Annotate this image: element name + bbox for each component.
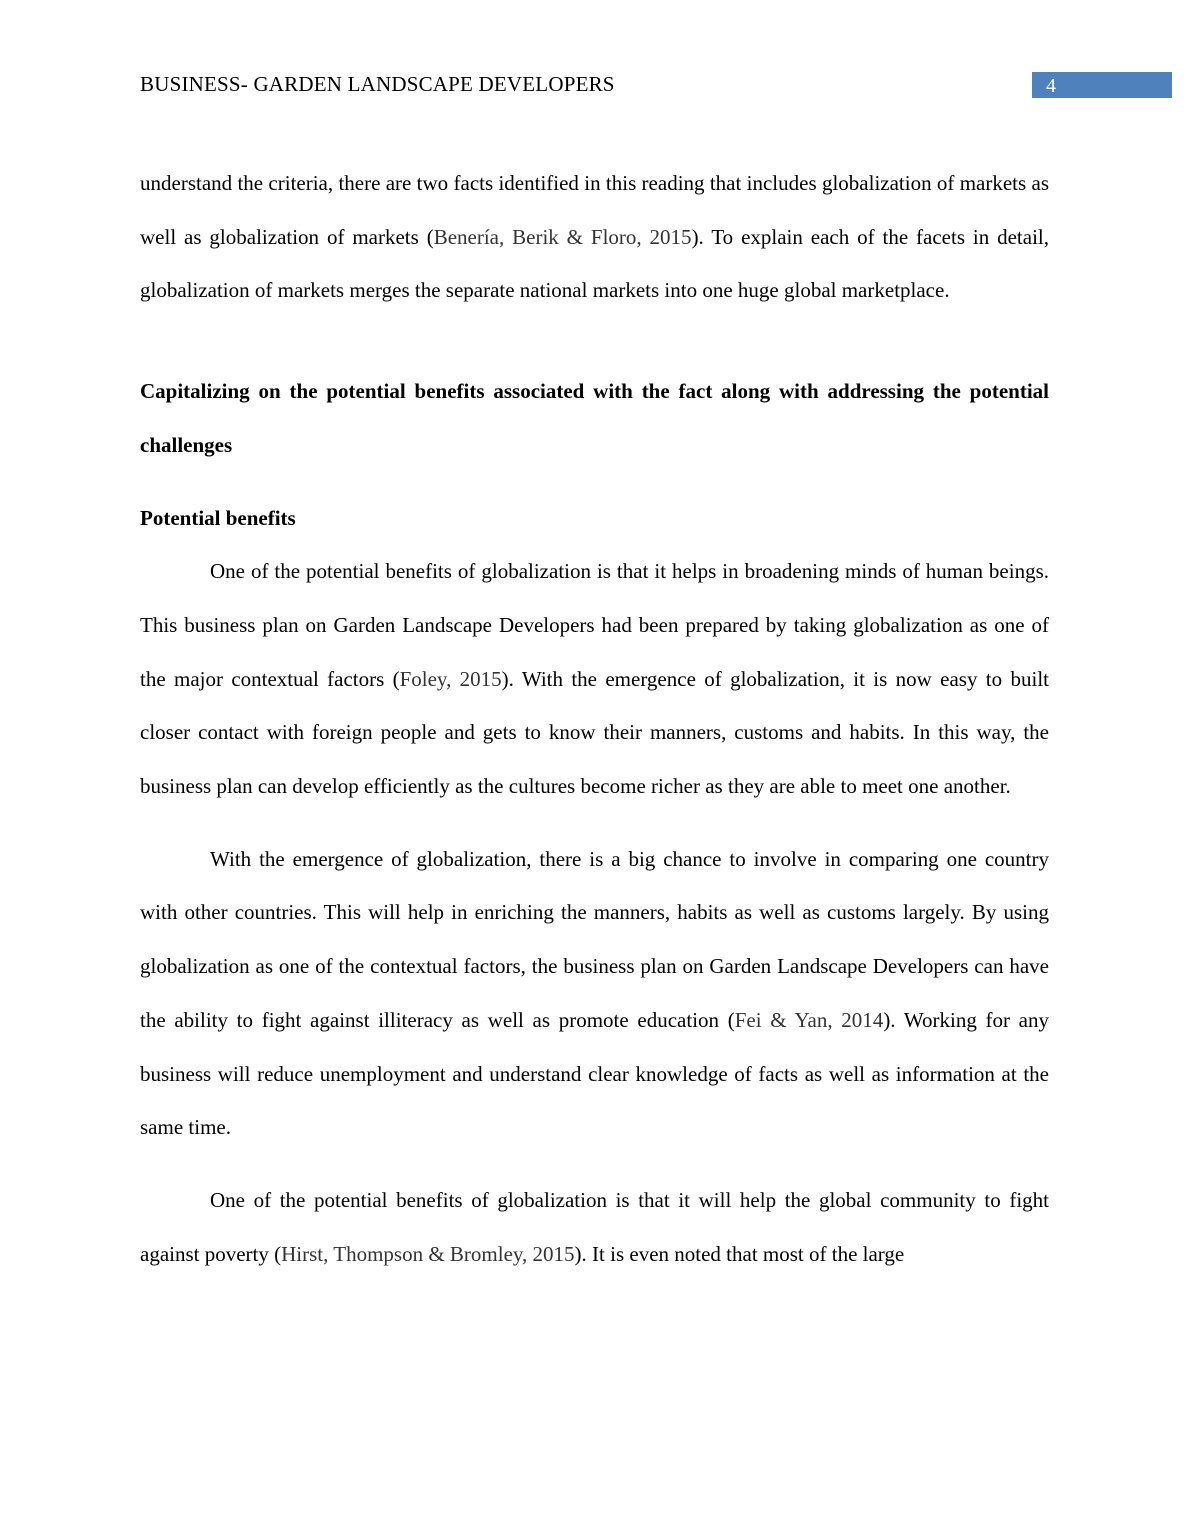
- citation: Foley, 2015: [399, 666, 502, 691]
- paragraph-4: One of the potential benefits of globalization is that it will help the global community to fight against poverty (Hirst, Thompson & Bromley, 2015). It is even noted that most of the large: [140, 1187, 1049, 1266]
- header-title: BUSINESS- GARDEN LANDSCAPE DEVELOPERS: [140, 72, 615, 96]
- section-heading: Capitalizing on the potential benefits associated with the fact along with addressing the potential challenges: [140, 379, 1049, 457]
- citation: Fei & Yan, 2014: [734, 1007, 884, 1032]
- citation: Hirst, Thompson & Bromley, 2015: [281, 1241, 575, 1266]
- paragraph-2: One of the potential benefits of globalization is that it helps in broadening minds of human beings. This business plan on Garden Landscape Developers had been prepared by taking globalization as one of the major contextual factors (Foley, 2015). With the emergence of globalization, it is now easy to built closer contact with foreign people and gets to know their manners, customs and habits. In this way, the business plan can develop efficiently as the cultures become richer as they are able to meet one another.: [140, 559, 1049, 799]
- page-number: 4: [1032, 72, 1172, 98]
- citation: Benería, Berik & Floro, 2015: [433, 224, 692, 249]
- subsection-heading: Potential benefits: [140, 505, 296, 530]
- paragraph-1: understand the criteria, there are two facts identified in this reading that includes globalization of markets as well as globalization of markets (Benería, Berik & Floro, 2015). To explain each of the facets in detail, globalization of markets merges the separate national markets into one huge global marketplace.: [140, 171, 1050, 303]
- paragraph-3: With the emergence of globalization, there is a big chance to involve in comparing one country with other countries. This will help in enriching the manners, habits as well as customs largely. By using globalization as one of the contextual factors, the business plan on Garden Landscape Developers can have the ability to fight against illiteracy as well as promote education (Fei & Yan, 2014). Working for any business will reduce unemployment and understand clear knowledge of facts as well as information at the same time.: [140, 846, 1050, 1140]
- document-body: [140, 157, 1049, 1281]
